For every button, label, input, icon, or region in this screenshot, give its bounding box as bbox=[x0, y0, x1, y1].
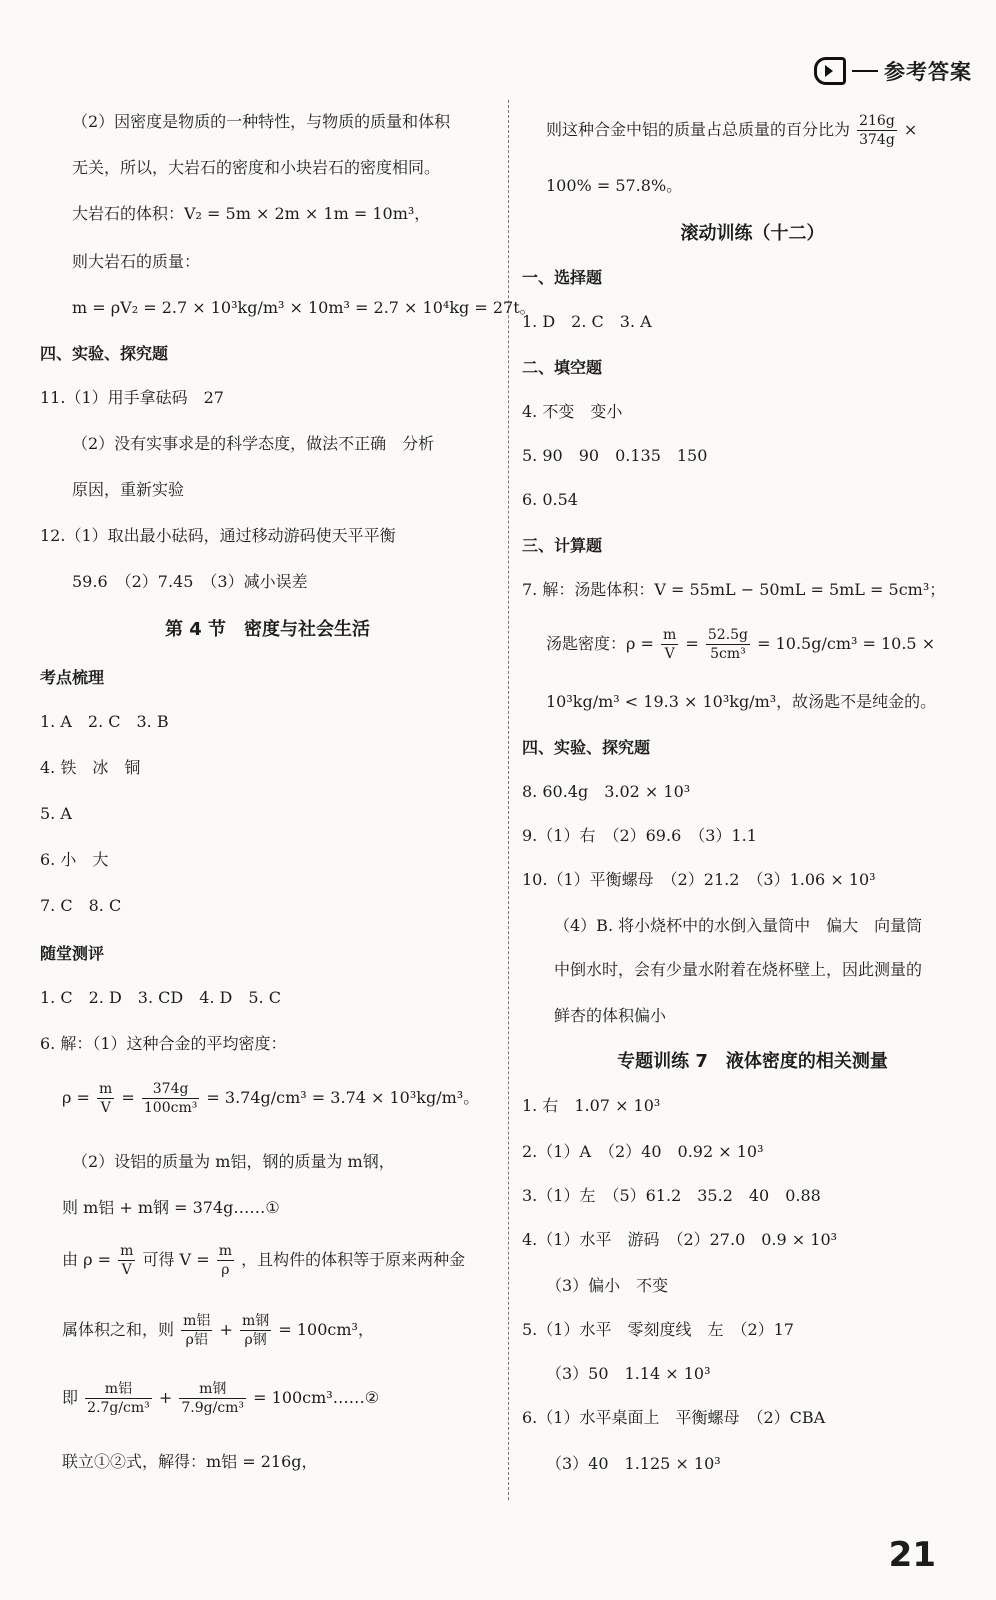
answer-line: 4. 铁 冰 铜 bbox=[40, 758, 141, 777]
answer-line: （3）40 1.125 × 10³ bbox=[546, 1454, 721, 1473]
text-line: （2）设铝的质量为 m铝，钢的质量为 m钢， bbox=[72, 1152, 395, 1171]
section-heading: 二、填空题 bbox=[522, 358, 603, 377]
formula-line: 则 m铝 + m钢 = 374g……① bbox=[62, 1198, 280, 1217]
text-line: 则大岩石的质量： bbox=[72, 252, 201, 271]
fraction: $\frac{\text{m钢}}{\text{ρ钢}}$ bbox=[241, 1313, 270, 1348]
answer-line: 1. D 2. C 3. A bbox=[522, 312, 652, 331]
answer-line: 1. C 2. D 3. CD 4. D 5. C bbox=[40, 988, 281, 1007]
formula-line: ρ = $\frac{m}{V}$ = $\frac{374g}{\text{100cm³}}$ = 3.74g/cm³ = 3.74 × 10³kg/m³。 bbox=[62, 1081, 480, 1116]
fraction: $\frac{374g}{\text{100cm³}}$ bbox=[143, 1081, 198, 1116]
answer-line: 3.（1）左 （5）61.2 35.2 40 0.88 bbox=[522, 1186, 821, 1205]
text-line: 无关，所以，大岩石的密度和小块岩石的密度相同。 bbox=[72, 158, 441, 177]
answer-line: 1. 右 1.07 × 10³ bbox=[522, 1096, 661, 1115]
formula-line: 则这种合金中铝的质量占总质量的百分比为 $\frac{216g}{374g}$ × bbox=[546, 113, 918, 148]
page-number: 21 bbox=[888, 1535, 936, 1575]
answer-line: 7. C 8. C bbox=[40, 896, 122, 915]
page-header bbox=[814, 56, 972, 86]
formula-line: 汤匙密度：ρ = $\frac{m}{V}$ = $\frac{52.5g}{\text{5cm³}}$ = 10.5g/cm³ = 10.5 × bbox=[546, 627, 936, 662]
formula-line: 100% = 57.8%。 bbox=[546, 176, 683, 195]
answer-line: 7. 解：汤匙体积：V = 55mL − 50mL = 5mL = 5cm³； bbox=[522, 580, 946, 599]
answer-line: 5. A bbox=[40, 804, 72, 823]
answer-line: 11.（1）用手拿砝码 27 bbox=[40, 388, 224, 407]
fraction: $\frac{\text{m钢}}{\text{7.9g/cm³}}$ bbox=[181, 1381, 245, 1416]
answer-line: 1. A 2. C 3. B bbox=[40, 712, 169, 731]
fraction: $\frac{216g}{374g}$ bbox=[859, 113, 895, 148]
subsection-heading: 随堂测评 bbox=[40, 944, 105, 963]
fraction: $\frac{52.5g}{\text{5cm³}}$ bbox=[707, 627, 749, 662]
answer-line: 59.6 （2）7.45 （3）减小误差 bbox=[72, 572, 308, 591]
section-title: 滚动训练（十二） bbox=[680, 223, 825, 244]
section-heading: 一、选择题 bbox=[522, 268, 603, 287]
answer-line: 4. 不变 变小 bbox=[522, 402, 623, 421]
formula-line: 即 $\frac{\text{m铝}}{\text{2.7g/cm³}}$ + $\frac{\text{m钢}}{\text{7.9g/cm³}}$ = 100cm³……② bbox=[62, 1381, 380, 1416]
section-title: 第 4 节 密度与社会生活 bbox=[164, 619, 371, 640]
answer-line: 9.（1）右 （2）69.6 （3）1.1 bbox=[522, 826, 757, 845]
answer-line: 8. 60.4g 3.02 × 10³ bbox=[522, 782, 691, 801]
answer-line: 6. 0.54 bbox=[522, 490, 578, 509]
text-line: （2）因密度是物质的一种特性，与物质的质量和体积 bbox=[72, 112, 451, 131]
answer-line: （4）B. 将小烧杯中的水倒入量筒中 偏大 向量筒 bbox=[554, 916, 923, 935]
header-title: 参考答案 bbox=[884, 60, 972, 84]
fraction: $\frac{m}{V}$ bbox=[120, 1243, 134, 1278]
answer-line: 4.（1）水平 游码 （2）27.0 0.9 × 10³ bbox=[522, 1230, 838, 1249]
section-heading: 四、实验、探究题 bbox=[40, 344, 169, 363]
fraction: $\frac{m}{V}$ bbox=[99, 1081, 113, 1116]
answer-line: （2）没有实事求是的科学态度，做法不正确 分析 bbox=[72, 434, 435, 453]
answer-line: 5. 90 90 0.135 150 bbox=[522, 446, 708, 465]
book-logo-icon bbox=[814, 57, 846, 85]
subsection-heading: 考点梳理 bbox=[40, 668, 105, 687]
formula-line: m = ρV₂ = 2.7 × 10³kg/m³ × 10m³ = 2.7 × 10⁴kg = 27t。 bbox=[72, 298, 536, 317]
section-heading: 三、计算题 bbox=[522, 536, 603, 555]
section-heading: 四、实验、探究题 bbox=[522, 738, 651, 757]
answer-line: 12.（1）取出最小砝码，通过移动游码使天平平衡 bbox=[40, 526, 396, 545]
fraction: $\frac{m}{\rho}$ bbox=[218, 1243, 232, 1278]
answer-line: 6. 解：（1）这种合金的平均密度： bbox=[40, 1034, 287, 1053]
fraction: $\frac{\text{m铝}}{\text{2.7g/cm³}}$ bbox=[87, 1381, 150, 1416]
formula-line: 联立①②式，解得：m铝 = 216g， bbox=[62, 1452, 318, 1471]
answer-line: 5.（1）水平 零刻度线 左 （2）17 bbox=[522, 1320, 794, 1339]
answer-line: 原因，重新实验 bbox=[72, 480, 185, 499]
formula-line: 属体积之和，则 $\frac{\text{m铝}}{\text{ρ铝}}$ + $\frac{\text{m钢}}{\text{ρ钢}}$ = 100cm³， bbox=[62, 1313, 374, 1348]
formula-line: 由 ρ = $\frac{m}{V}$ 可得 V = $\frac{m}{\rho}$ ，且构件的体积等于原来两种金 bbox=[62, 1243, 466, 1278]
fraction: $\frac{\text{m铝}}{\text{ρ铝}}$ bbox=[183, 1313, 211, 1348]
answer-line: 6.（1）水平桌面上 平衡螺母 （2）CBA bbox=[522, 1408, 826, 1427]
answer-line: 2.（1）A （2）40 0.92 × 10³ bbox=[522, 1142, 764, 1161]
text-line: 大岩石的体积：V₂ = 5m × 2m × 1m = 10m³， bbox=[72, 204, 431, 223]
answer-line: 鲜杏的体积偏小 bbox=[554, 1006, 667, 1025]
fraction: $\frac{m}{V}$ bbox=[663, 627, 677, 662]
header-rule bbox=[852, 70, 878, 72]
formula-line: 10³kg/m³ < 19.3 × 10³kg/m³，故汤匙不是纯金的。 bbox=[546, 692, 937, 711]
answer-line: 10.（1）平衡螺母 （2）21.2 （3）1.06 × 10³ bbox=[522, 870, 876, 889]
answer-line: （3）偏小 不变 bbox=[546, 1276, 669, 1295]
answer-line: （3）50 1.14 × 10³ bbox=[546, 1364, 711, 1383]
answer-line: 中倒水时，会有少量水附着在烧杯壁上，因此测量的 bbox=[554, 960, 923, 979]
section-title: 专题训练 7 液体密度的相关测量 bbox=[617, 1051, 888, 1072]
answer-line: 6. 小 大 bbox=[40, 850, 109, 869]
